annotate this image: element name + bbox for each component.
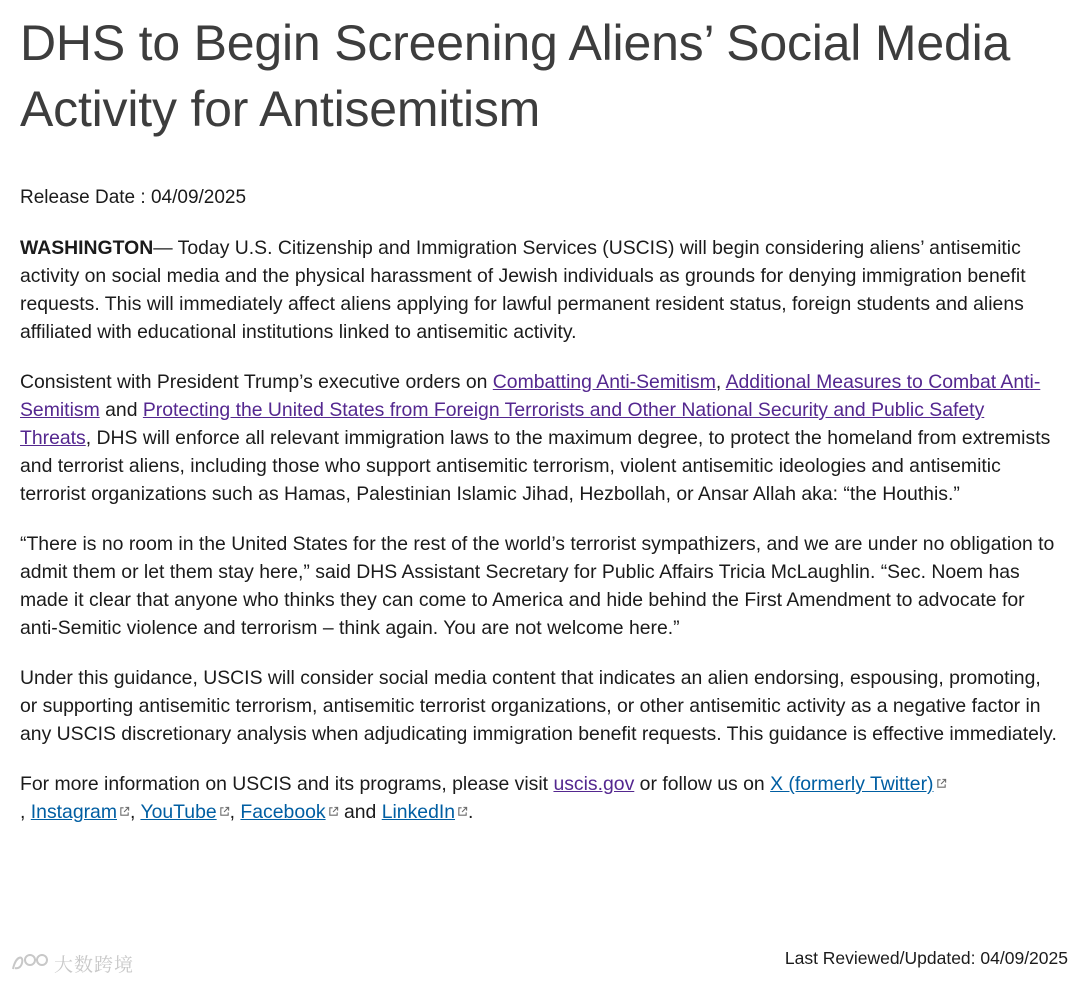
protecting-united-states-link[interactable]: Protecting the United States from Foreign Terrorists and Other National Security and Public Safety Threats [20, 399, 985, 449]
additional-measures-link[interactable]: Additional Measures to Combat Anti-Semitism [20, 371, 1041, 421]
watermark [10, 950, 134, 977]
watermark-logo-icon [10, 951, 50, 973]
paragraph-more-info [20, 770, 1060, 826]
paragraph-text: , DHS will enforce all relevant immigration laws to the maximum degree, to protect the homeland from extremists and terrorist aliens, including those who support antisemitic terrorism, violent antisemitic ideologies and antisemitic terrorist organizations such as Hamas, Palestinian Islamic Jihad, Hezbollah, or Ansar Allah aka: “the Houthis.” [20, 427, 1051, 505]
paragraph-dateline [20, 234, 1060, 346]
x-twitter-link[interactable]: X (formerly Twitter) [770, 773, 934, 795]
last-reviewed [785, 946, 1068, 970]
release-date-value: 04/09/2025 [150, 187, 247, 208]
release-date [20, 186, 246, 210]
separator-text: , [130, 801, 141, 823]
release-date-label: Release Date : [20, 187, 151, 208]
paragraph-text: For more information on USCIS and its programs, please visit [20, 773, 554, 795]
uscis-gov-link[interactable]: uscis.gov [553, 773, 635, 795]
last-reviewed-date: 04/09/2025 [980, 948, 1068, 968]
linkedin-link[interactable]: LinkedIn [381, 801, 456, 823]
paragraph-text: — Today U.S. Citizenship and Immigration Services (USCIS) will begin considering aliens’ antisemitic activity on social media and the physical harassment of Jewish individuals as grounds for denying immigration benefit requests. This will immediately affect aliens applying for lawful permanent resident status, foreign students and aliens affiliated with educational institutions linked to antisemitic activity. [20, 237, 1026, 343]
separator-text: . [468, 801, 474, 823]
external-link-icon [936, 778, 947, 789]
combatting-anti-semitism-link[interactable]: Combatting Anti-Semitism [492, 371, 716, 393]
paragraph-text: Consistent with President Trump’s executive orders on [20, 371, 493, 393]
separator-text: , [715, 371, 726, 393]
external-link-icon [457, 806, 468, 817]
article-body [20, 234, 1060, 848]
watermark-text: 大数跨境 [54, 955, 135, 976]
separator-text: , [229, 801, 241, 823]
dateline: WASHINGTON [20, 237, 154, 259]
instagram-link[interactable]: Instagram [30, 801, 117, 823]
facebook-link[interactable]: Facebook [240, 801, 326, 823]
separator-text: and [99, 399, 143, 421]
separator-text: , [20, 801, 31, 823]
paragraph-guidance: Under this guidance, USCIS will consider social media content that indicates an alien endorsing, espousing, promoting, or supporting antisemitic terrorism, antisemitic terrorist organizations, or other antisemitic activity as a negative factor in any USCIS discretionary analysis when adjudicating immigration benefit requests. This guidance is effective immediately. [20, 667, 1057, 745]
separator-text: and [338, 801, 382, 823]
paragraph-quote: “There is no room in the United States for the rest of the world’s terrorist sympathizers, and we are under no obligation to admit them or let them stay here,” said DHS Assistant Secretary for Public Affairs Tricia McLaughlin. “Sec. Noem has made it clear that anyone who thinks they can come to America and hide behind the First Amendment to advocate for anti-Semitic violence and terrorism – think again. You are not welcome here.” [20, 533, 1055, 639]
external-link-icon [219, 806, 230, 817]
paragraph-text: or follow us on [634, 773, 771, 795]
last-reviewed-label: Last Reviewed/Updated: [784, 948, 981, 968]
page-title: DHS to Begin Screening Aliens’ Social Media Activity for Antisemitism [20, 15, 1011, 137]
paragraph-executive-orders [20, 368, 1060, 508]
youtube-link[interactable]: YouTube [140, 801, 217, 823]
external-link-icon [119, 806, 130, 817]
external-link-icon [328, 806, 339, 817]
